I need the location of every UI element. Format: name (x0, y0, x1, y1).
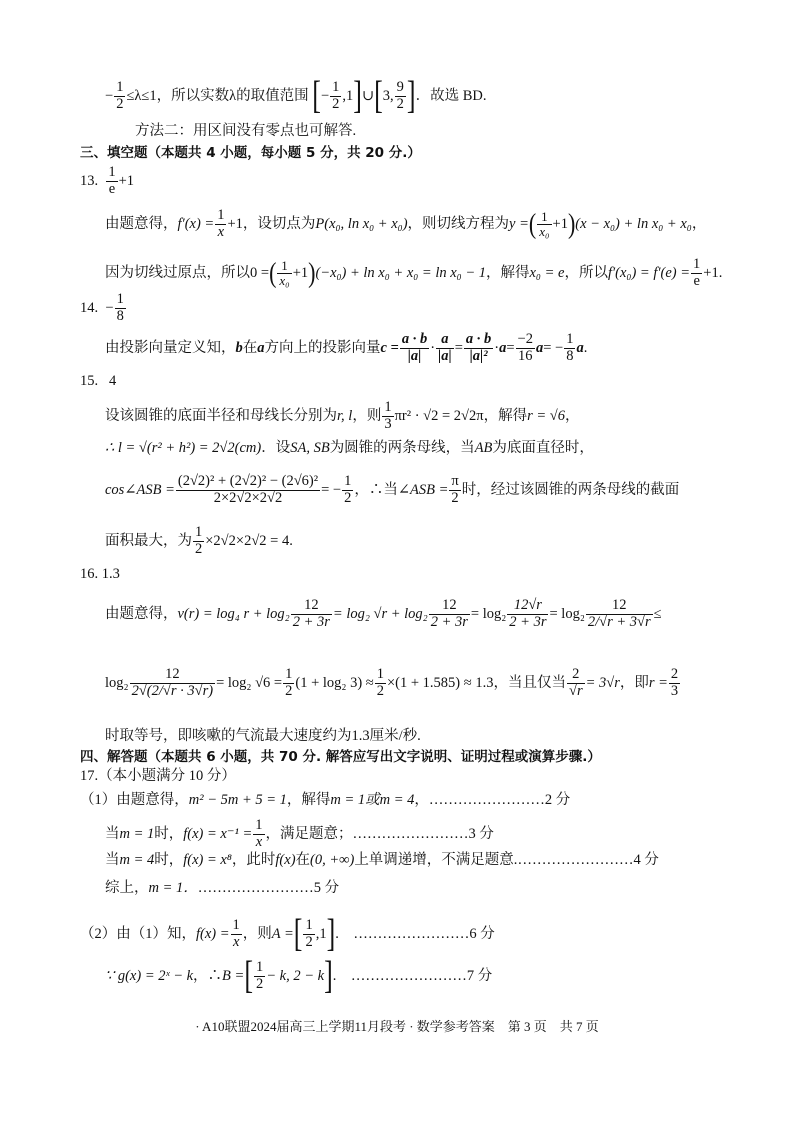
q15-cosine: cos∠ASB = $\frac{\text{(2√2)² + (2√2)² − (2√6)²}}{2\times 2√2\times 2√2}$ = − $\frac{1}{2}$ ，∴当∠ASB = $\frac{\pi}{2}$ 时，经过该圆锥的两条母线的截面 (105, 473, 680, 506)
q15-answer: 15. 4 (80, 373, 117, 389)
page-footer: · A10联盟2024届高三上学期11月段考 · 数学参考答案 第 3 页 共 7 页 (195, 1019, 599, 1034)
q13-derivative: 由题意得，f′(x) = $\frac{1}{x}$ +1，设切点为P(x₀, ln x₀ + x₀)，则切线方程为y =( $\frac{1}{\text{x₀}}$ +1)(x − x₀) + ln x₀ + x₀， (105, 207, 707, 241)
q16-bound: log₂ $\frac{12}{2√(2/√r \cdot 3√r)}$ = log₂ √6 = $\frac{1}{2}$ (1 + log₂ 3) ≈ $\frac{1}{2}$ ×(1 + 1.585) ≈ 1.3，当且仅当 $\frac{2}{√r}$ = 3√r，即r = $\frac{2}{3}$ (105, 666, 679, 699)
q17-case-m4: 当m = 4时，f(x) = x⁸，此时f(x)在(0, +∞)上单调递增，不满足题意.……………………4 分 (105, 852, 659, 868)
q17-heading: 17.（本小题满分 10 分） (80, 768, 236, 784)
q16-velocity: 由题意得，v(r) = log₄ r + log₂ $\frac{12}{2 + 3r}$ = log₂ √r + log₂ $\frac{12}{2 + 3r}$ = log₂ $\frac{12√r}{2 + 3r}$ = log₂ $\frac{12}{2/√r + 3√r}$ ≤ (105, 597, 662, 630)
q15-area: 面积最大，为 $\frac{1}{2}$ ×2√2×2√2 = 4. (105, 524, 293, 557)
q13-origin: 因为切线过原点，所以0 =( $\frac{1}{\text{x₀}}$ +1)(−x₀) + ln x₀ + x₀ = ln x₀ − 1，解得x₀ = e，所以f′(x₀) = f′(e) = $\frac{1}{e}$ +1. (105, 256, 723, 290)
q17-part1: （1）由题意得，m² − 5m + 5 = 1，解得m = 1或m = 4，……………………2 分 (80, 792, 571, 808)
q16-conclusion: 时取等号，即咳嗽的气流最大速度约为1.3厘米/秒. (105, 728, 421, 744)
q17-part2: （2）由（1）知，f(x) = $\frac{1}{x}$ ，则A =[ $\frac{1}{2}$ ,1]. ……………………6 分 (80, 911, 495, 956)
line-lambda-range: − $\frac{1}{2}$ ≤λ≤1，所以实数λ的取值范围 [− $\frac{1}{2}$ ,1]∪[3, $\frac{9}{2}$ ]．故选 BD. (105, 73, 487, 118)
q15-cone: 设该圆锥的底面半径和母线长分别为r, l，则 $\frac{1}{3}$ πr² · √2 = 2√2π，解得r = √6， (105, 399, 580, 432)
q17-set-B: ∵ g(x) = 2ˣ − k，∴B =[ $\frac{1}{2}$ − k, 2 − k]. ……………………7 分 (105, 953, 493, 998)
q17-summary: 综上，m = 1．……………………5 分 (105, 880, 340, 896)
q13-answer: 13. $\frac{1}{e}$ +1 (80, 164, 135, 197)
q17-case-m1: 当m = 1时，f(x) = x⁻¹ = $\frac{1}{x}$ ，满足题意；……………………3 分 (105, 817, 494, 850)
section-3-heading: 三、填空题（本题共 4 小题，每小题 5 分，共 20 分.） (80, 145, 421, 161)
q14-projection: 由投影向量定义知，b在a方向上的投影向量c = $\frac{a \cdot b}{|a|}$ · $\frac{a}{|a|}$ = $\frac{a \cdot b}{\text{|a|²}}$ ·a= $\frac{-2}{16}$ a= − $\frac{1}{8}$ a. (105, 331, 588, 364)
q15-slant: ∴ l = √(r² + h²) = 2√2(cm)．设SA, SB为圆锥的两条母线，当AB为底面直径时， (105, 440, 594, 456)
method-two: 方法二：用区间没有零点也可解答. (135, 123, 357, 139)
q16-answer: 16. 1.3 (80, 566, 120, 582)
q14-answer: 14. − $\frac{1}{8}$ (80, 291, 124, 324)
section-4-heading: 四、解答题（本题共 6 小题，共 70 分. 解答应写出文字说明、证明过程或演算步骤.） (80, 749, 601, 765)
